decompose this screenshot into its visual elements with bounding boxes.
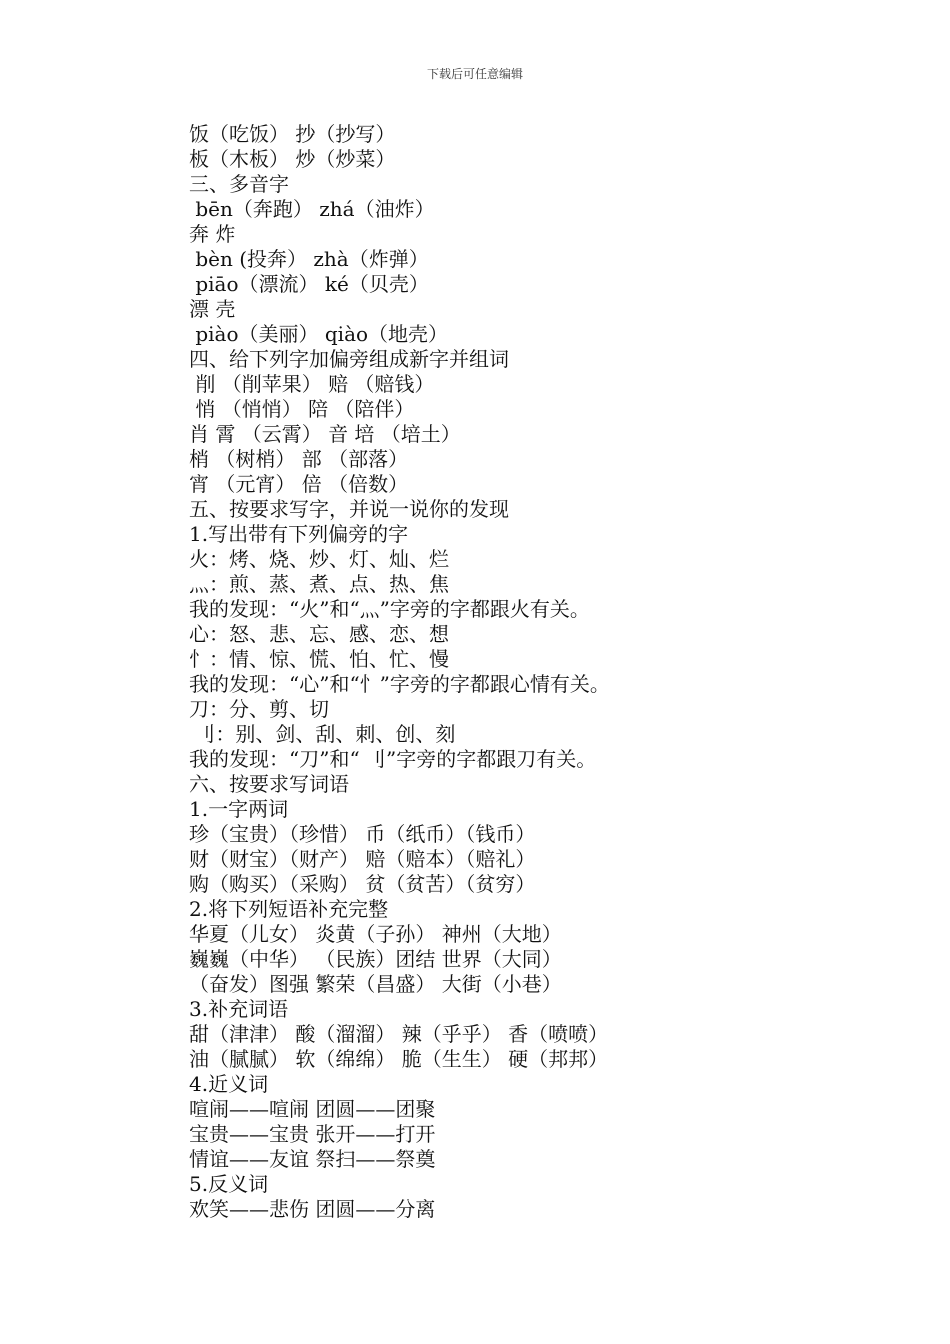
text-line: 欢笑——悲伤 团圆——分离 [189, 1197, 436, 1221]
text-line: 灬：煎、蒸、煮、点、热、焦 [189, 572, 449, 596]
text-line: 刂：别、剑、刮、刺、创、刻 [189, 722, 456, 746]
subsection-heading: 2.将下列短语补充完整 [189, 897, 389, 921]
subsection-heading: 4.近义词 [189, 1072, 269, 1096]
text-line: 饭（吃饭） 抄（抄写） [189, 122, 396, 146]
text-line: bēn（奔跑） zhá（油炸） [189, 197, 435, 221]
subsection-heading: 1.一字两词 [189, 797, 289, 821]
text-line: 我的发现：“心”和“忄”字旁的字都跟心情有关。 [189, 672, 610, 696]
text-line: （奋发）图强 繁荣（昌盛） 大街（小巷） [189, 972, 562, 996]
text-line: 购（购买）（采购） 贫（贫苦）（贫穷） [189, 872, 536, 896]
text-line: 火：烤、烧、炒、灯、灿、烂 [189, 547, 449, 571]
document-body [189, 122, 889, 1222]
subsection-heading: 3.补充词语 [189, 997, 289, 1021]
text-line: 财（财宝）（财产） 赔（赔本）（赔礼） [189, 847, 536, 871]
text-line: 喧闹——喧闹 团圆——团聚 [189, 1097, 436, 1121]
text-line: 漂 壳 [189, 297, 236, 321]
text-line: 情谊——友谊 祭扫——祭奠 [189, 1147, 436, 1171]
text-line: 板（木板） 炒（炒菜） [189, 147, 396, 171]
text-line: 油（腻腻） 软（绵绵） 脆（生生） 硬（邦邦） [189, 1047, 609, 1071]
text-line: 我的发现：“刀”和“ 刂”字旁的字都跟刀有关。 [189, 747, 597, 771]
subsection-heading: 5.反义词 [189, 1172, 269, 1196]
text-line: 珍（宝贵）（珍惜） 币（纸币）（钱币） [189, 822, 536, 846]
section-heading: 四、给下列字加偏旁组成新字并组词 [189, 347, 509, 371]
text-line: 心：怒、悲、忘、感、恋、想 [189, 622, 449, 646]
text-line: 梢 （树梢） 部 （部落） [189, 447, 409, 471]
text-line: 宝贵——宝贵 张开——打开 [189, 1122, 436, 1146]
text-line: 削 （削苹果） 赔 （赔钱） [189, 372, 435, 396]
text-line: bèn (投奔） zhà（炸弹） [189, 247, 429, 271]
text-line: 巍巍（中华） （民族）团结 世界（大同） [189, 947, 562, 971]
section-heading: 三、多音字 [189, 172, 289, 196]
text-line: 悄 （悄悄） 陪 （陪伴） [189, 397, 415, 421]
text-line: piāo（漂流） ké（贝壳） [189, 272, 429, 296]
text-line: 我的发现：“火”和“灬”字旁的字都跟火有关。 [189, 597, 590, 621]
text-line: 甜（津津） 酸（溜溜） 辣（乎乎） 香（喷喷） [189, 1022, 609, 1046]
text-line: 忄：情、惊、慌、怕、忙、慢 [189, 647, 449, 671]
page-header: 下载后可任意编辑 [426, 67, 523, 81]
subsection-heading: 1.写出带有下列偏旁的字 [189, 522, 409, 546]
text-line: 肖 霄 （云霄） 音 培 （培土） [189, 422, 461, 446]
text-line: 华夏（儿女） 炎黄（子孙） 神州（大地） [189, 922, 562, 946]
section-heading: 六、按要求写词语 [189, 772, 349, 796]
text-line: 宵 （元宵） 倍 （倍数） [189, 472, 409, 496]
text-line: 刀：分、剪、切 [189, 697, 329, 721]
text-line: piào（美丽） qiào（地壳） [189, 322, 449, 346]
section-heading: 五、按要求写字，并说一说你的发现 [189, 497, 509, 521]
text-line: 奔 炸 [189, 222, 236, 246]
